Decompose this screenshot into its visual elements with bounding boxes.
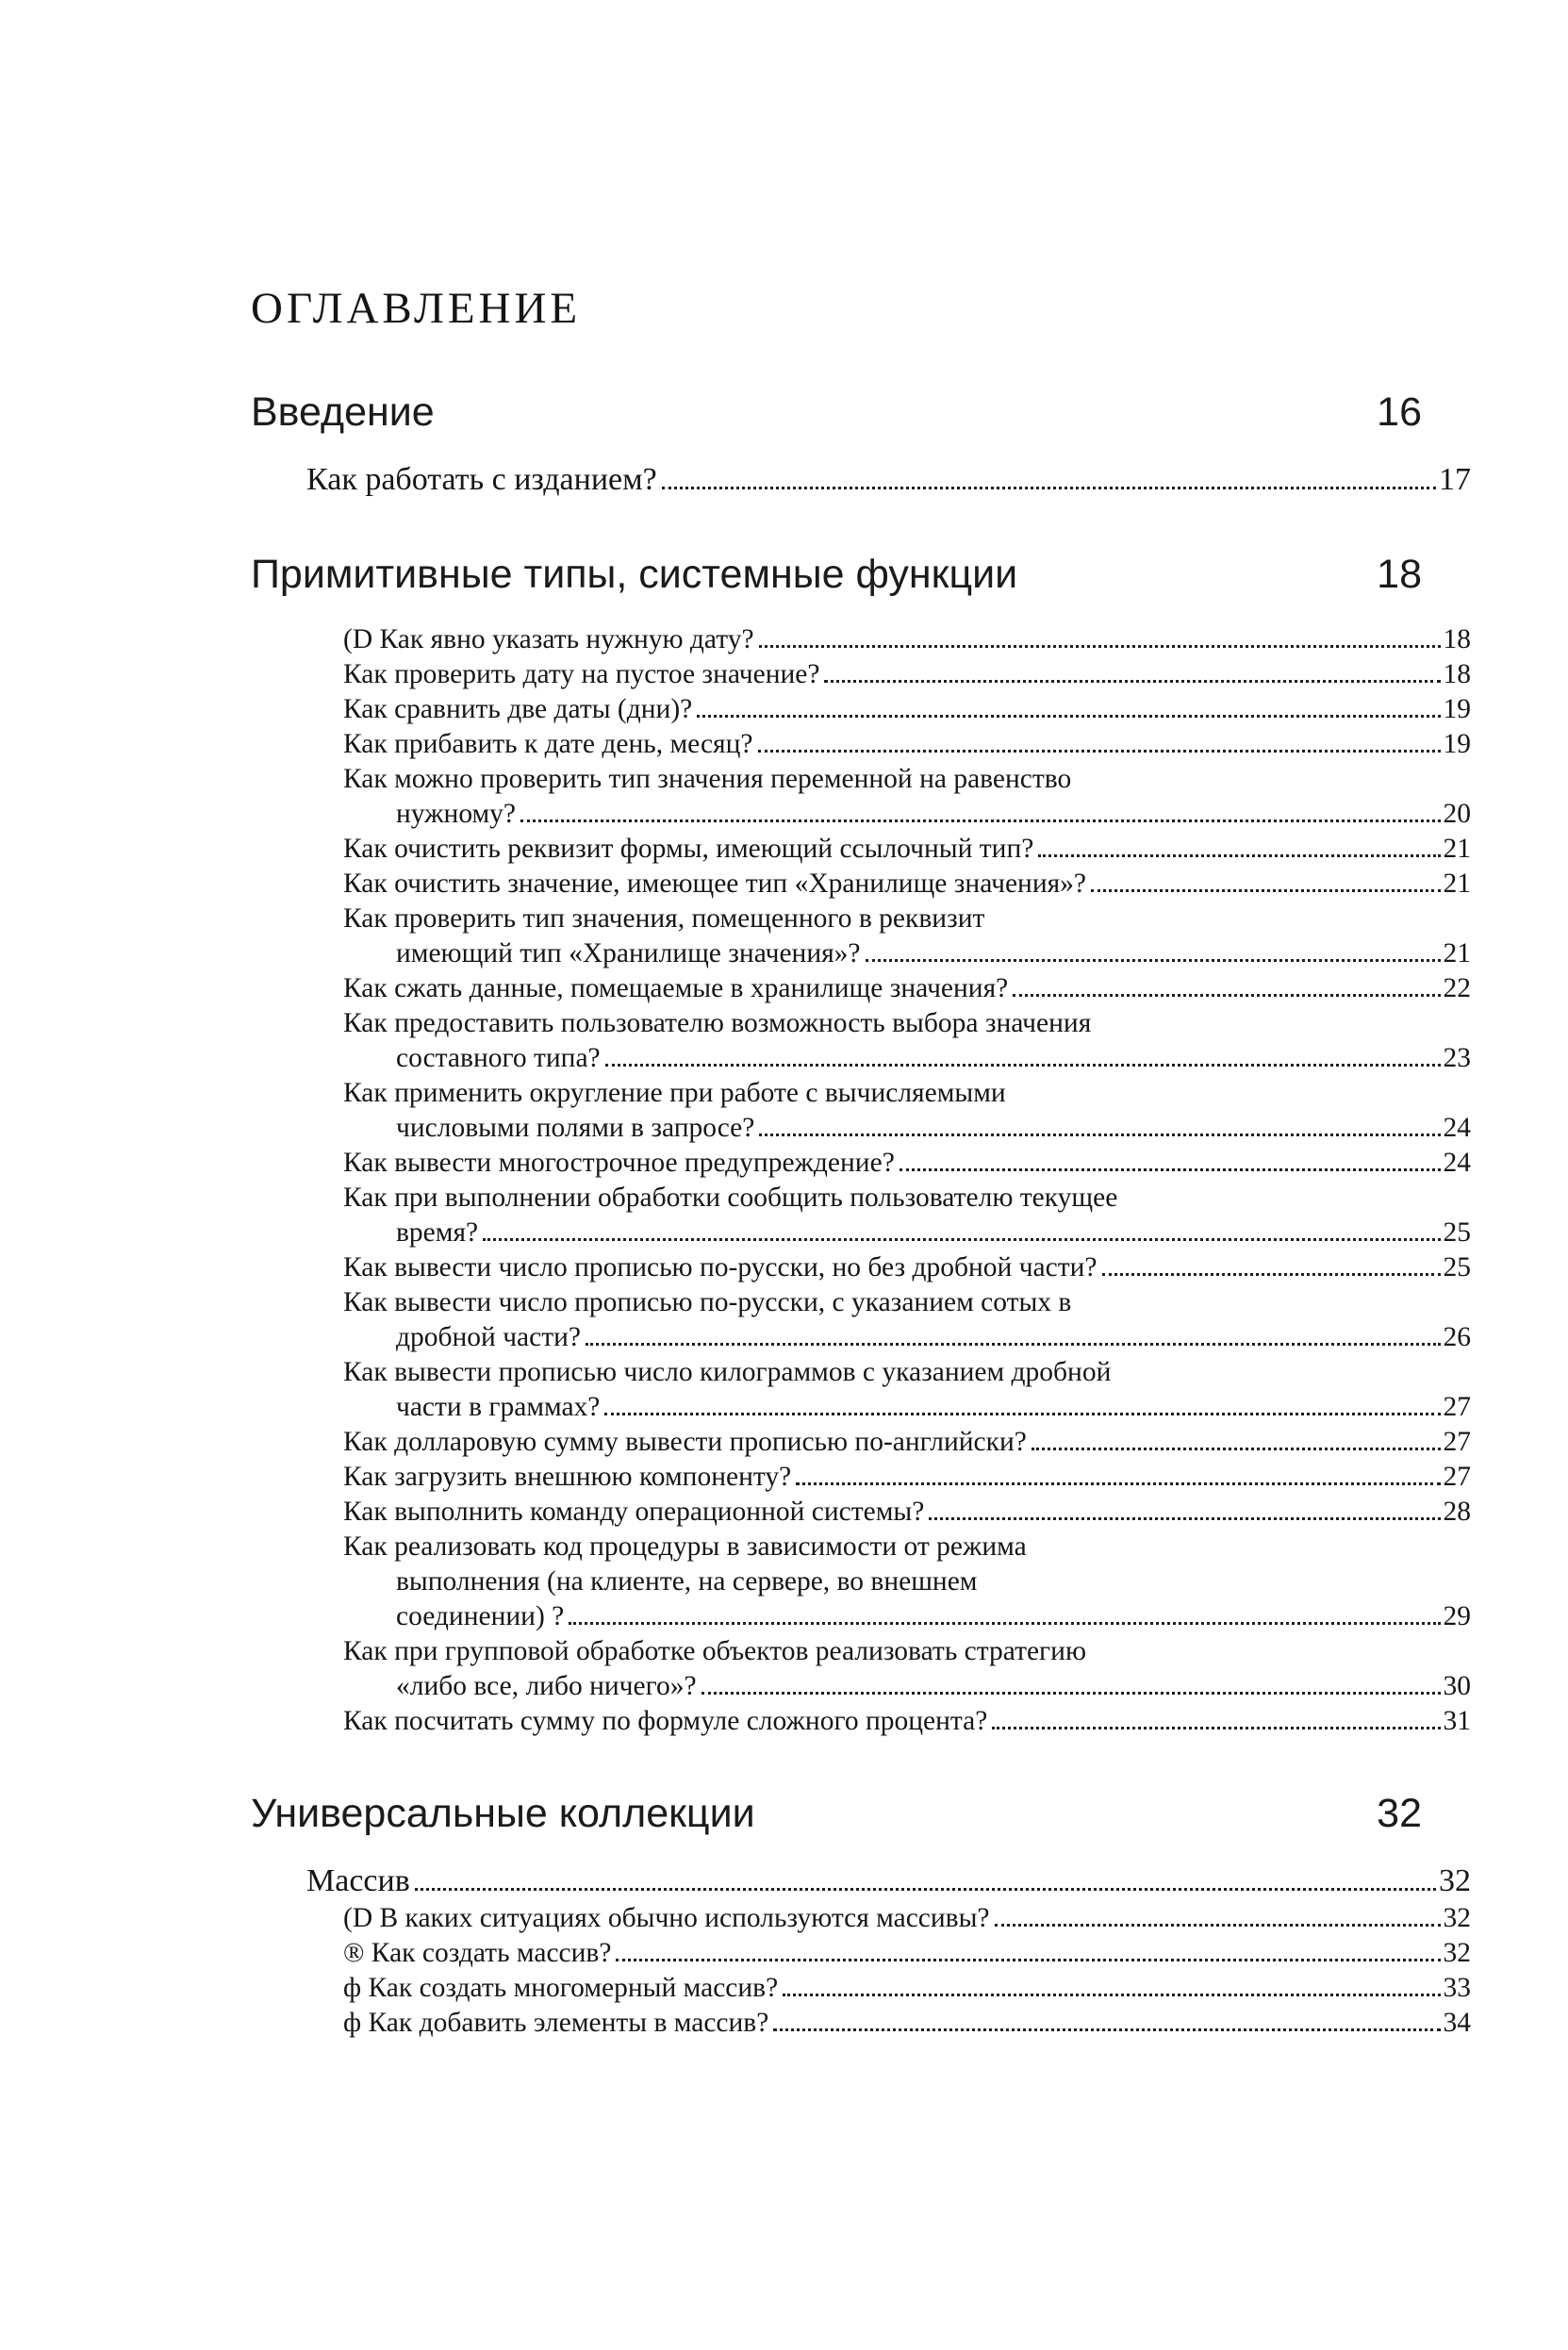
entry-text: Как предоставить пользователю возможность выбора значения (343, 1008, 1092, 1038)
entry-text: (D Как явно указать нужную дату? (343, 624, 754, 654)
entry-text: время? (396, 1217, 479, 1248)
entry-text: дробной части? (396, 1322, 582, 1352)
entry-line (396, 797, 1471, 832)
entry-page-number: 22 (1443, 973, 1471, 1003)
toc-entry (343, 1076, 1471, 1146)
entry-line (343, 1181, 1471, 1216)
entry-line (343, 1704, 1471, 1739)
entry-line (396, 1599, 1471, 1634)
toc-section (251, 551, 1471, 1739)
toc-entry (343, 1460, 1471, 1495)
section-heading (251, 1790, 1471, 1837)
dot-leader (759, 645, 1441, 648)
entry-page-number: 34 (1443, 2008, 1471, 2038)
section-title: Универсальные коллекции (251, 1791, 755, 1836)
entry-text: Как проверить тип значения, помещенного в реквизит (343, 903, 985, 934)
dot-leader (605, 1064, 1441, 1067)
entry-text: Массив (306, 1863, 410, 1898)
entry-line (396, 1216, 1471, 1250)
entry-line (396, 1669, 1471, 1704)
entry-page-number: 21 (1443, 938, 1471, 968)
entry-line (343, 762, 1471, 797)
entry-text: ф Как добавить элементы в массив? (343, 2008, 769, 2038)
dot-leader (569, 1622, 1440, 1625)
toc-entry (343, 832, 1471, 867)
toc-entry (343, 2006, 1471, 2041)
entry-text: Как реализовать код процедуры в зависимости от режима (343, 1531, 1027, 1562)
entry-text: Как вывести число прописью по-русски, с указанием сотых в (343, 1287, 1072, 1317)
entry-page-number: 31 (1443, 1706, 1471, 1736)
toc-entry (343, 1530, 1471, 1634)
entry-text: «либо все, либо ничего»? (396, 1671, 697, 1701)
entry-page-number: 32 (1443, 1903, 1471, 1933)
dot-leader (701, 1692, 1441, 1695)
entry-line (343, 1250, 1471, 1285)
dot-leader (824, 680, 1440, 683)
toc-entry (343, 762, 1471, 832)
entry-text: нужному? (396, 799, 517, 829)
dot-leader (662, 487, 1436, 489)
entry-page-number: 25 (1443, 1217, 1471, 1248)
entry-page-number: 23 (1443, 1043, 1471, 1073)
toc-entry (343, 622, 1471, 657)
section-page-number: 32 (1377, 1791, 1422, 1836)
entry-line (343, 1460, 1471, 1495)
dot-leader (483, 1238, 1440, 1241)
entry-text: соединении) ? (396, 1601, 565, 1631)
entry-text: (D В каких ситуациях обычно используются массивы? (343, 1903, 990, 1933)
entry-text: Как проверить дату на пустое значение? (343, 659, 820, 689)
entry-page-number: 18 (1443, 659, 1471, 689)
entry-text: Как сравнить две даты (дни)? (343, 694, 693, 724)
entry-text: части в граммах? (396, 1392, 601, 1422)
entry-line (396, 936, 1471, 971)
entry-line (343, 1425, 1471, 1460)
entry-text: Как вывести многострочное предупреждение? (343, 1148, 895, 1178)
dot-leader (1038, 854, 1440, 857)
dot-leader (783, 1994, 1440, 1996)
entry-text: Как применить округление при работе с вычисляемыми (343, 1078, 1006, 1108)
toc-entry (343, 1146, 1471, 1181)
entry-page-number: 24 (1443, 1148, 1471, 1178)
entry-line (343, 1146, 1471, 1181)
toc-entry (343, 692, 1471, 727)
dot-leader (866, 959, 1441, 962)
entry-line (343, 832, 1471, 867)
entry-page-number: 25 (1443, 1252, 1471, 1283)
entry-text: Как загрузить внешнюю компоненту? (343, 1462, 792, 1492)
entry-page-number: 21 (1443, 834, 1471, 864)
dot-leader (415, 1888, 1436, 1891)
entry-text: Как можно проверить тип значения переменной на равенство (343, 764, 1072, 794)
entry-text: Как при выполнении обработки сообщить пользователю текущее (343, 1183, 1118, 1213)
entry-page-number: 20 (1443, 799, 1471, 829)
dot-leader (759, 1134, 1440, 1136)
entry-line (343, 971, 1471, 1006)
dot-leader (697, 715, 1440, 718)
entry-line (396, 1320, 1471, 1355)
dot-leader (796, 1482, 1440, 1485)
section-heading (251, 389, 1471, 436)
entry-page-number: 28 (1443, 1497, 1471, 1527)
toc-entry (343, 867, 1471, 902)
entry-text: Как долларовую сумму вывести прописью по-английски? (343, 1427, 1027, 1457)
toc-entry (343, 971, 1471, 1006)
dot-leader (520, 819, 1440, 822)
dot-leader (604, 1413, 1440, 1415)
entry-line (343, 867, 1471, 902)
entry-line (343, 1285, 1471, 1320)
dot-leader (992, 1727, 1440, 1729)
toc-entry (343, 1181, 1471, 1250)
toc-entry (343, 1006, 1471, 1076)
entry-text: Как посчитать сумму по формуле сложного процента? (343, 1706, 988, 1736)
entry-line (396, 1564, 1471, 1599)
entry-page-number: 32 (1439, 1863, 1471, 1898)
entry-line (343, 622, 1471, 657)
entry-page-number: 21 (1443, 869, 1471, 899)
entry-line (343, 1006, 1471, 1041)
entry-text: имеющий тип «Хранилище значения»? (396, 938, 861, 968)
entry-page-number: 30 (1443, 1671, 1471, 1701)
dot-leader (900, 1168, 1441, 1171)
entry-text: Как работать с изданием? (306, 462, 657, 497)
entry-text: числовыми полями в запросе? (396, 1113, 755, 1143)
toc-entry (343, 1495, 1471, 1530)
toc-section (251, 389, 1471, 500)
entry-line (343, 902, 1471, 936)
section-page-number: 16 (1377, 389, 1422, 435)
page-title: ОГЛАВЛЕНИЕ (251, 284, 582, 333)
section-entries (251, 460, 1471, 500)
toc-entry (343, 902, 1471, 971)
dot-leader (586, 1343, 1440, 1346)
section-entries (251, 622, 1471, 1739)
toc-section (251, 1790, 1471, 2041)
entry-line (343, 727, 1471, 762)
entry-text: Как сжать данные, помещаемые в хранилище значения? (343, 973, 1009, 1003)
toc-entry (343, 727, 1471, 762)
entry-text: Как при групповой обработке объектов реализовать стратегию (343, 1636, 1086, 1666)
entry-text: составного типа? (396, 1043, 601, 1073)
toc-entry (306, 460, 1471, 500)
dot-leader (773, 2028, 1440, 2031)
dot-leader (1091, 889, 1440, 892)
entry-page-number: 19 (1443, 729, 1471, 759)
entry-line (343, 1936, 1471, 1971)
entry-text: ф Как создать многомерный массив? (343, 1973, 779, 2003)
toc-entry (343, 1355, 1471, 1425)
entry-page-number: 29 (1443, 1601, 1471, 1631)
toc-entry (343, 1704, 1471, 1739)
entry-line (343, 657, 1471, 692)
toc-entry (343, 1285, 1471, 1355)
entry-line (396, 1111, 1471, 1146)
dot-leader (929, 1517, 1440, 1520)
entry-page-number: 17 (1439, 462, 1471, 497)
entry-page-number: 18 (1443, 624, 1471, 654)
entry-line (396, 1041, 1471, 1076)
entry-line (306, 460, 1471, 500)
toc-content (251, 283, 1471, 2041)
entry-line (343, 1530, 1471, 1564)
section-heading (251, 551, 1471, 598)
entry-text: выполнения (на клиенте, на сервере, во внешнем (396, 1566, 978, 1597)
entry-line (343, 1355, 1471, 1390)
section-title: Примитивные типы, системные функции (251, 552, 1018, 597)
toc-entry (306, 1862, 1471, 1901)
entry-page-number: 26 (1443, 1322, 1471, 1352)
table-of-contents (251, 389, 1471, 2041)
entry-page-number: 24 (1443, 1113, 1471, 1143)
entry-text: Как выполнить команду операционной системы? (343, 1497, 925, 1527)
toc-entry (343, 1936, 1471, 1971)
section-title: Введение (251, 389, 435, 435)
dot-leader (1102, 1273, 1441, 1276)
toc-entry (343, 1901, 1471, 1936)
entry-page-number: 32 (1443, 1938, 1471, 1968)
entry-page-number: 27 (1443, 1392, 1471, 1422)
entry-text: Как очистить значение, имеющее тип «Хранилище значения»? (343, 869, 1087, 899)
dot-leader (1013, 994, 1440, 997)
toc-entry (343, 1634, 1471, 1704)
entry-line (343, 692, 1471, 727)
entry-line (343, 2006, 1471, 2041)
entry-line (343, 1495, 1471, 1530)
dot-leader (1032, 1448, 1441, 1450)
dot-leader (758, 750, 1441, 753)
entry-page-number: 27 (1443, 1462, 1471, 1492)
entry-line (343, 1634, 1471, 1669)
entry-line (306, 1862, 1471, 1901)
entry-line (396, 1390, 1471, 1425)
toc-entry (343, 1971, 1471, 2006)
entry-line (343, 1901, 1471, 1936)
toc-entry (343, 657, 1471, 692)
entry-line (343, 1971, 1471, 2006)
toc-entry (343, 1425, 1471, 1460)
entry-text: Как вывести число прописью по-русски, но без дробной части? (343, 1252, 1098, 1283)
entry-page-number: 27 (1443, 1427, 1471, 1457)
dot-leader (616, 1959, 1440, 1961)
entry-text: Как вывести прописью число килограммов с указанием дробной (343, 1357, 1112, 1387)
entry-page-number: 19 (1443, 694, 1471, 724)
entry-text: Как прибавить к дате день, месяц? (343, 729, 753, 759)
section-page-number: 18 (1377, 552, 1422, 597)
section-entries (251, 1862, 1471, 2041)
dot-leader (995, 1924, 1441, 1927)
toc-entry (343, 1250, 1471, 1285)
entry-line (343, 1076, 1471, 1111)
entry-text: ® Как создать массив? (343, 1938, 612, 1968)
entry-text: Как очистить реквизит формы, имеющий ссылочный тип? (343, 834, 1034, 864)
entry-page-number: 33 (1443, 1973, 1471, 2003)
